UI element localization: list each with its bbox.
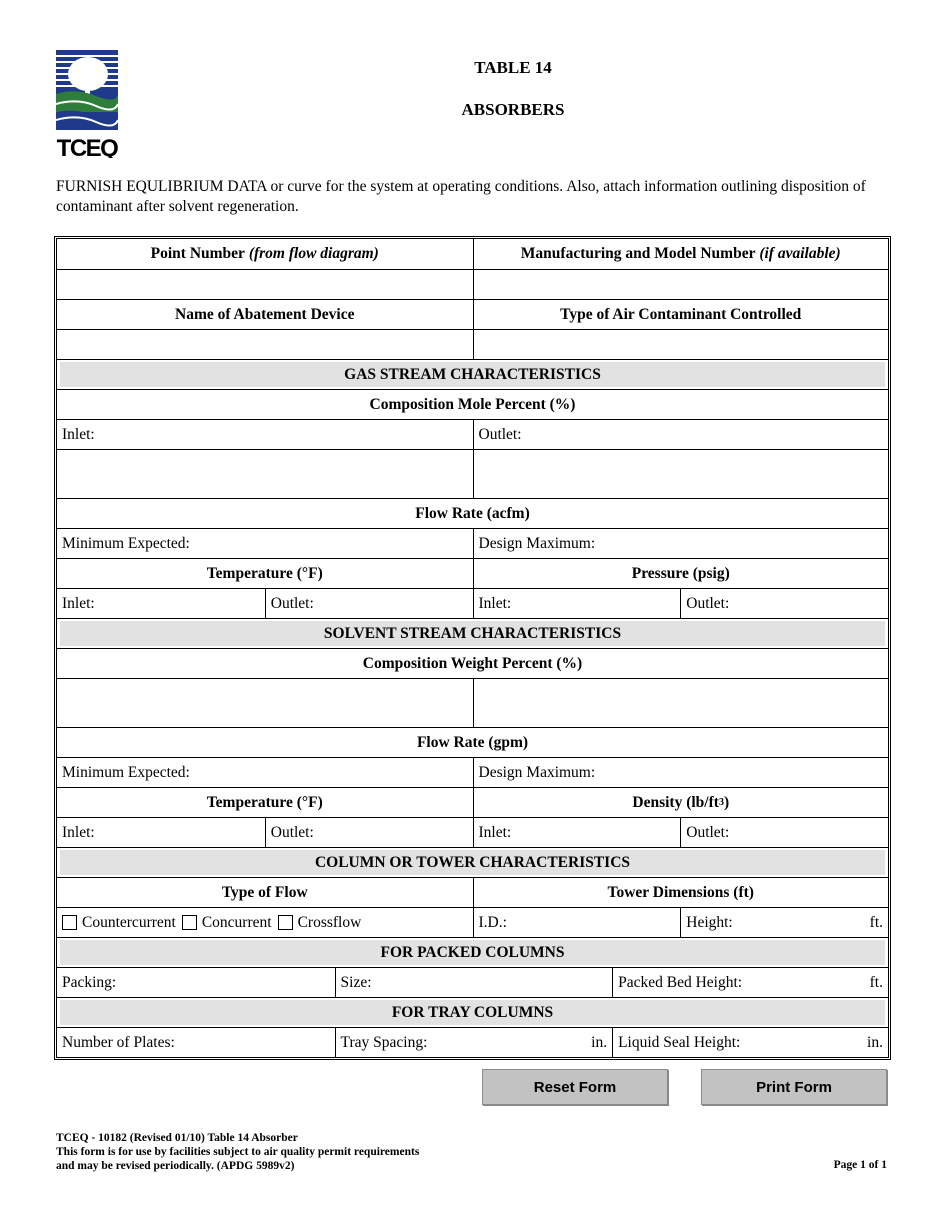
inlet-label: Inlet: — [62, 425, 95, 443]
intro-text: FURNISH EQULIBRIUM DATA or curve for the system at operating conditions. Also, attach information outlining disposition of contaminant after solvent regeneration. — [56, 178, 866, 215]
concurrent-checkbox[interactable] — [182, 915, 197, 930]
gas-flow-min-field[interactable]: Minimum Expected: — [62, 534, 190, 552]
tray-spacing-field[interactable]: Tray Spacing: in. — [335, 1028, 613, 1057]
flow-type-options: Countercurrent Concurrent Crossflow — [57, 908, 473, 937]
point-number-label: Point Number (from flow diagram) — [150, 245, 379, 262]
gas-composition-inlet-field[interactable] — [57, 420, 473, 449]
gas-composition-inlet-area[interactable] — [57, 450, 473, 498]
countercurrent-checkbox[interactable] — [62, 915, 77, 930]
gas-stream-section-title: GAS STREAM CHARACTERISTICS — [60, 362, 885, 387]
tceq-logo — [56, 50, 118, 158]
gas-temp-outlet-field[interactable]: Outlet: — [265, 589, 473, 618]
gas-temperature-label: Temperature (°F) — [206, 564, 323, 582]
abatement-device-field[interactable] — [57, 330, 473, 359]
solvent-flow-rate-label: Flow Rate (gpm) — [416, 733, 529, 751]
tower-dimensions-label: Tower Dimensions (ft) — [473, 878, 889, 907]
packed-columns-section-title: FOR PACKED COLUMNS — [60, 940, 885, 965]
abatement-device-label: Name of Abatement Device — [175, 305, 355, 323]
gas-pressure-outlet-field[interactable]: Outlet: — [680, 589, 888, 618]
solvent-composition-label: Composition Weight Percent (%) — [362, 654, 583, 672]
number-of-plates-field[interactable]: Number of Plates: — [62, 1033, 175, 1051]
tower-id-field[interactable]: I.D.: — [473, 908, 681, 937]
liquid-seal-height-field[interactable]: Liquid Seal Height: in. — [612, 1028, 888, 1057]
model-number-label: Manufacturing and Model Number (if available) — [473, 239, 889, 269]
footer-line-2: This form is for use by facilities subject to air quality permit requirements — [56, 1146, 420, 1158]
logo-text: TCEQ — [56, 135, 118, 158]
footer-line-3: and may be revised periodically. (APDG 5989v2) — [56, 1160, 295, 1172]
solvent-density-label: Density (lb/ft 3 ) — [473, 788, 889, 817]
absorber-form — [54, 236, 891, 1060]
tower-height-field[interactable]: Height: ft. — [680, 908, 888, 937]
contaminant-type-field[interactable] — [473, 330, 889, 359]
solvent-density-outlet-field[interactable]: Outlet: — [680, 818, 888, 847]
solvent-temperature-label: Temperature (°F) — [206, 793, 323, 811]
page-number: Page 1 of 1 — [833, 1159, 887, 1171]
solvent-temp-inlet-field[interactable]: Inlet: — [62, 823, 95, 841]
gas-composition-outlet-area[interactable] — [473, 450, 889, 498]
reset-form-button[interactable]: Reset Form — [482, 1069, 668, 1105]
type-of-flow-label: Type of Flow — [221, 883, 308, 901]
solvent-composition-left-area[interactable] — [57, 679, 473, 727]
gas-composition-label: Composition Mole Percent (%) — [369, 395, 576, 413]
solvent-stream-section-title: SOLVENT STREAM CHARACTERISTICS — [60, 621, 885, 646]
gas-temp-inlet-field[interactable]: Inlet: — [62, 594, 95, 612]
model-number-field[interactable] — [473, 270, 889, 299]
column-section-title: COLUMN OR TOWER CHARACTERISTICS — [60, 850, 885, 875]
crossflow-checkbox[interactable] — [278, 915, 293, 930]
footer — [56, 1131, 419, 1173]
table-number: TABLE 14 — [474, 58, 552, 77]
solvent-composition-right-area[interactable] — [473, 679, 889, 727]
gas-pressure-label: Pressure (psig) — [473, 559, 889, 588]
size-field[interactable]: Size: — [335, 968, 613, 997]
packed-bed-height-field[interactable]: Packed Bed Height: ft. — [612, 968, 888, 997]
packing-field[interactable]: Packing: — [62, 973, 117, 991]
contaminant-type-label: Type of Air Contaminant Controlled — [473, 300, 889, 329]
gas-pressure-inlet-field[interactable]: Inlet: — [473, 589, 681, 618]
point-number-field[interactable] — [57, 270, 473, 299]
gas-flow-max-field[interactable]: Design Maximum: — [473, 529, 889, 558]
solvent-density-inlet-field[interactable]: Inlet: — [473, 818, 681, 847]
solvent-flow-max-field[interactable]: Design Maximum: — [473, 758, 889, 787]
tray-columns-section-title: FOR TRAY COLUMNS — [60, 1000, 885, 1025]
solvent-temp-outlet-field[interactable]: Outlet: — [265, 818, 473, 847]
gas-flow-rate-label: Flow Rate (acfm) — [415, 504, 530, 522]
gas-composition-outlet-field[interactable] — [473, 420, 889, 449]
footer-line-1: TCEQ - 10182 (Revised 01/10) Table 14 Absorber — [56, 1132, 298, 1144]
table-name: ABSORBERS — [461, 100, 565, 119]
print-form-button[interactable]: Print Form — [701, 1069, 887, 1105]
outlet-label: Outlet: — [478, 425, 522, 443]
solvent-flow-min-field[interactable]: Minimum Expected: — [62, 763, 190, 781]
